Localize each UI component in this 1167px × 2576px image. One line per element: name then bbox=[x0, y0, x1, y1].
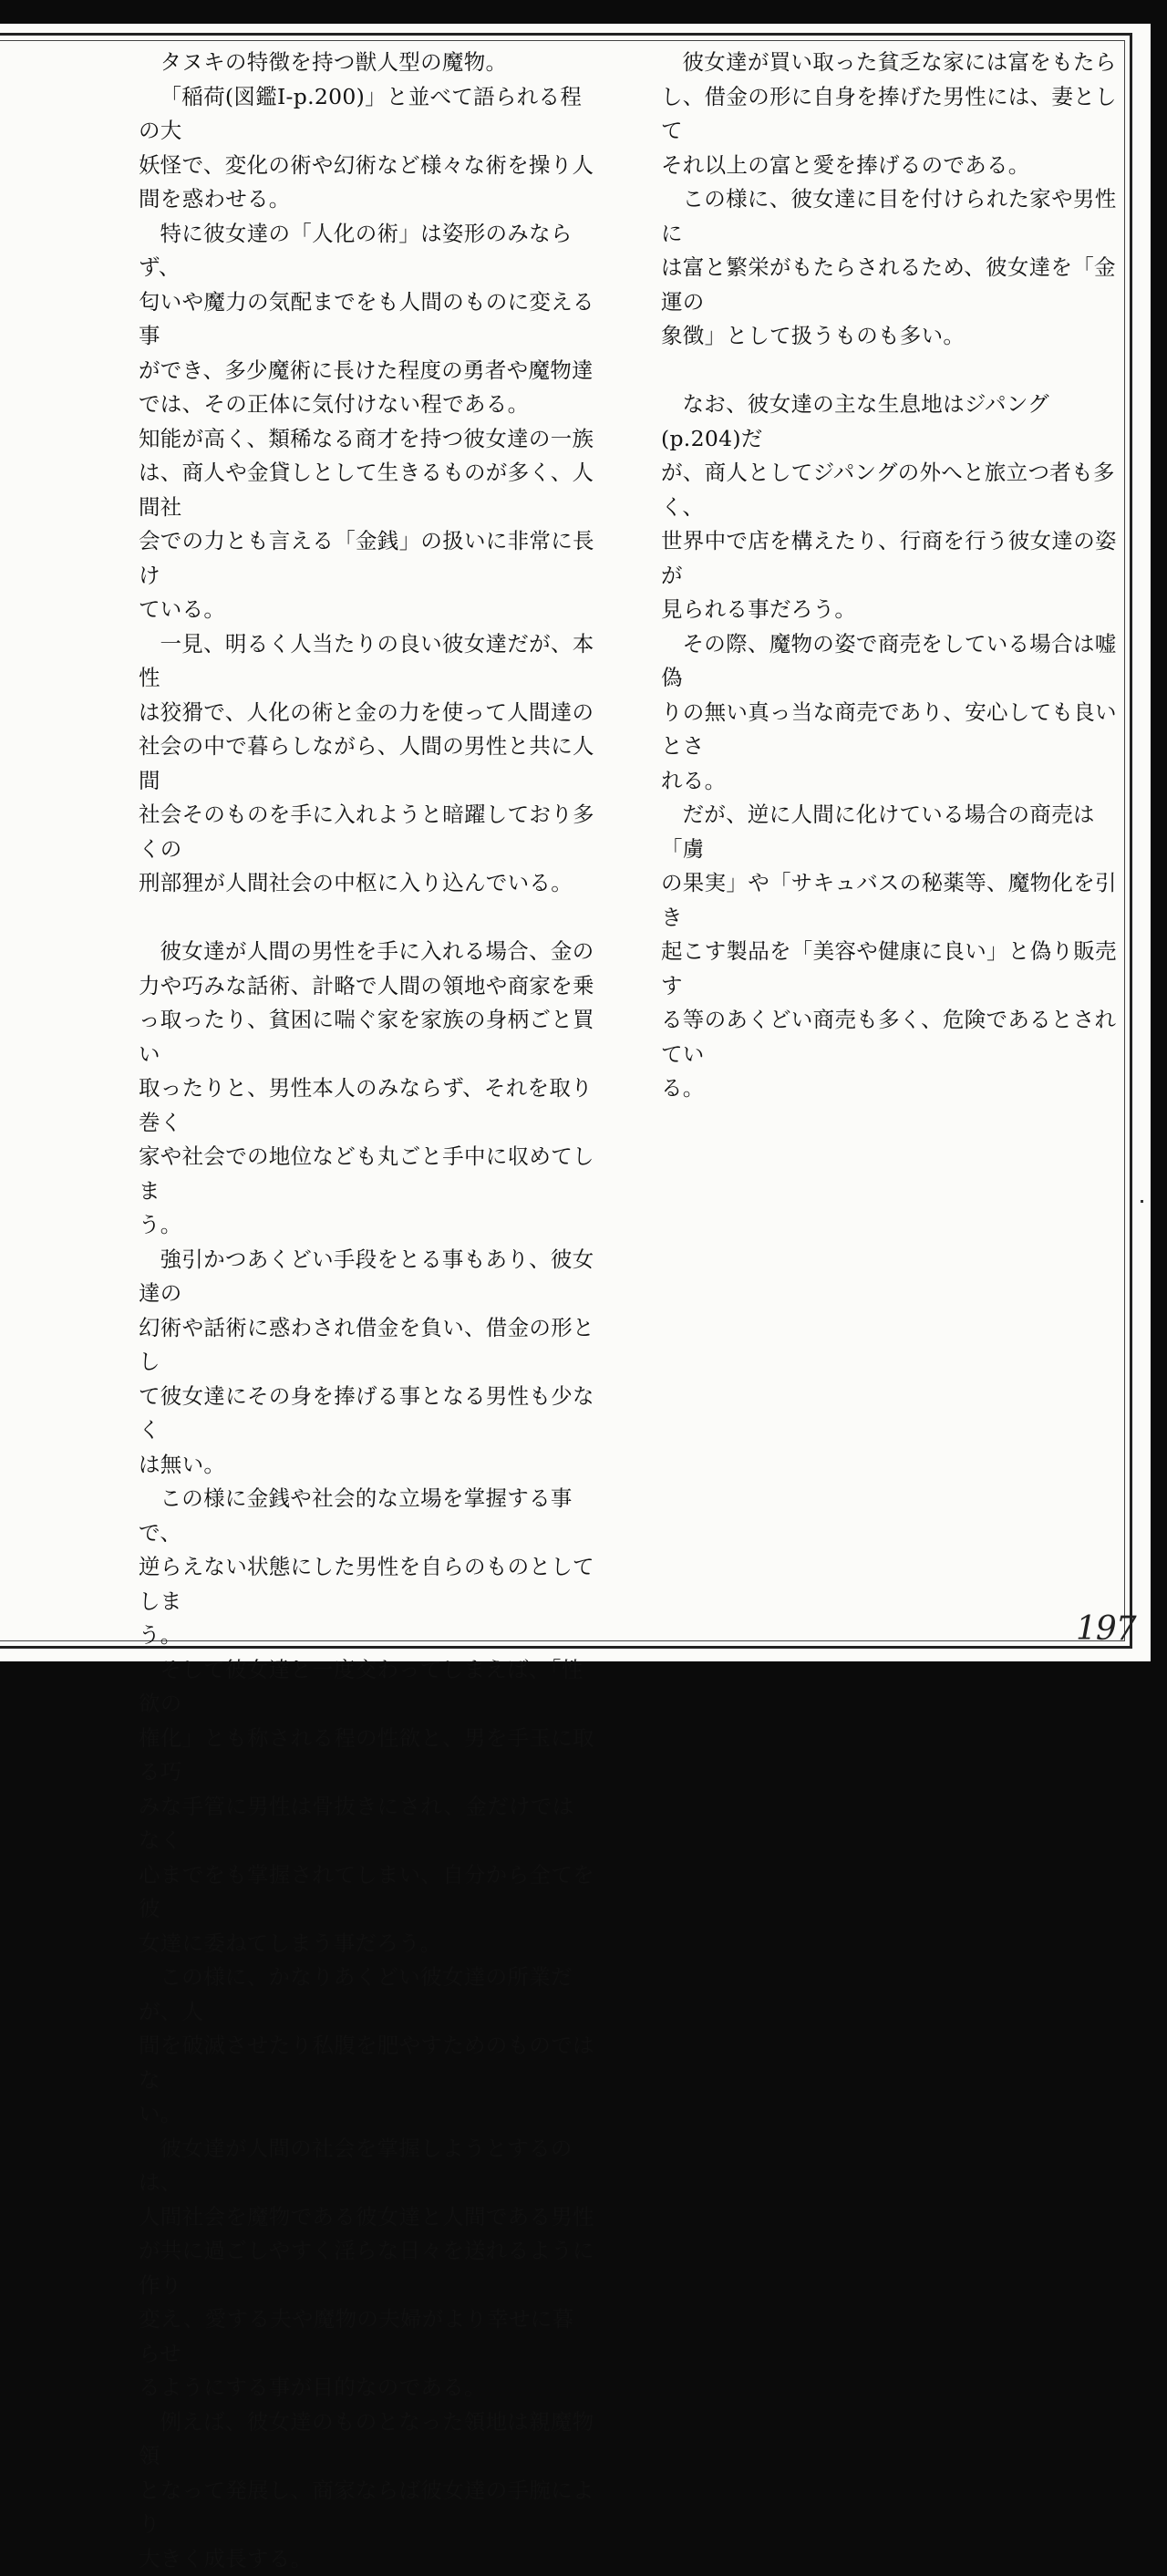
text-line: っ取ったり、貧困に喘ぐ家を家族の身柄ごと買い bbox=[139, 1007, 594, 1067]
right-text-column bbox=[661, 46, 1124, 1106]
text-line: 大きく成長する。 bbox=[139, 2546, 312, 2571]
text-line: この様に、かなりあくどい彼女達の所業だが、人 bbox=[139, 1964, 573, 2024]
text-line: 世界中で店を構えたり、行商を行う彼女達の姿が bbox=[661, 528, 1117, 588]
text-line: この様に、彼女達に目を付けられた家や男性に bbox=[661, 186, 1117, 246]
text-line: て彼女達にその身を捧げる事となる男性も少なく bbox=[139, 1383, 594, 1443]
text-line: 逆らえない状態にした男性を自らのものとしてしま bbox=[139, 1554, 594, 1614]
text-line: 彼女達が人間の男性を手に入れる場合、金の bbox=[160, 938, 594, 964]
left-column-paragraph bbox=[139, 80, 594, 217]
left-column-paragraph bbox=[139, 217, 594, 422]
text-line: 特に彼女達の「人化の術」は姿形のみならず、 bbox=[139, 221, 573, 281]
text-line: が、商人としてジパングの外へと旅立つ者も多く、 bbox=[661, 460, 1115, 520]
text-line: 彼女達が買い取った貧乏な家には富をもたら bbox=[683, 49, 1117, 75]
text-line: 心までをも掌握されてしまい、自分から全てを彼 bbox=[139, 1862, 594, 1922]
text-line: 幻術や話術に惑わされ借金を負い、借金の形とし bbox=[139, 1315, 594, 1375]
left-column-paragraph bbox=[139, 1960, 594, 2132]
left-column-paragraph bbox=[139, 1482, 594, 1653]
text-line: 見られる事だろう。 bbox=[661, 596, 856, 622]
text-line: う。 bbox=[139, 1622, 182, 1648]
text-line: 強引かつあくどい手段をとる事もあり、彼女達の bbox=[139, 1247, 594, 1307]
text-line: この様に金銭や社会的な立場を掌握する事で、 bbox=[139, 1485, 573, 1546]
text-line: が共に過ごしやすく淫らな日々を送れるように作り bbox=[139, 2238, 594, 2298]
text-line: 匂いや魔力の気配までをも人間のものに変える事 bbox=[139, 289, 594, 349]
text-line: 妖怪で、変化の術や幻術など様々な術を操り人 bbox=[139, 152, 594, 178]
text-line: りの無い真っ当な商売であり、安心しても良いとさ bbox=[661, 699, 1117, 760]
text-line: 刑部狸が人間社会の中枢に入り込んでいる。 bbox=[139, 870, 573, 895]
text-line: 社会そのものを手に入れようと暗躍しており多くの bbox=[139, 802, 594, 862]
left-text-column bbox=[139, 46, 594, 2576]
left-column-paragraph bbox=[139, 935, 594, 1243]
left-column-paragraph bbox=[139, 2405, 594, 2576]
text-line: る。 bbox=[661, 1075, 705, 1101]
text-line: 一見、明るく人当たりの良い彼女達だが、本性 bbox=[139, 631, 594, 691]
document-page bbox=[0, 24, 1151, 1661]
text-line: では、その正体に気付けない程である。 bbox=[139, 391, 529, 417]
text-line: その際、魔物の姿で商売をしている場合は嘘偽 bbox=[661, 631, 1117, 691]
text-line: それ以上の富と愛を捧げるのである。 bbox=[661, 152, 1030, 178]
text-line: 女達に委ねてしまう事だろう。 bbox=[139, 1930, 442, 1956]
text-line: う。 bbox=[139, 1212, 182, 1237]
right-column-paragraph bbox=[661, 798, 1124, 1106]
text-line: 権化」とも称される程の性欲と、男を手玉に取る巧 bbox=[139, 1725, 594, 1785]
text-line: 間を惑わせる。 bbox=[139, 186, 291, 212]
text-line: 起こす製品を「美容や健康に良い」と偽り販売す bbox=[661, 938, 1117, 998]
text-line: 家や社会での地位なども丸ごと手中に収めてしま bbox=[139, 1143, 594, 1204]
text-line: る等のあくどい商売も多く、危険であるとされてい bbox=[661, 1007, 1116, 1067]
text-line: なお、彼女達の主な生息地はジパング(p.204)だ bbox=[661, 391, 1049, 451]
text-line: 会での力とも言える「金銭」の扱いに非常に長け bbox=[139, 528, 594, 588]
text-line: 間を破滅させたり私腹を肥やすためのものではな bbox=[139, 2033, 594, 2093]
text-line: となって発展し、商家ならば彼女達の手腕により bbox=[139, 2478, 594, 2538]
text-line: ができ、多少魔術に長けた程度の勇者や魔物達 bbox=[139, 357, 594, 383]
left-column-paragraph bbox=[139, 422, 594, 627]
text-line: は富と繁栄がもたらされるため、彼女達を「金運の bbox=[661, 254, 1116, 315]
text-line: 彼女達が人間の社会を掌握しようとするのは、 bbox=[139, 2136, 573, 2196]
text-line: タヌキの特徴を持つ獣人型の魔物。 bbox=[160, 49, 508, 75]
text-line: れる。 bbox=[661, 768, 726, 793]
text-line: は、商人や金貸しとして生きるものが多く、人間社 bbox=[139, 460, 594, 520]
text-line: 変え、愛する夫や魔物の夫婦がより幸せに暮らせ bbox=[139, 2306, 573, 2366]
text-line: 取ったりと、男性本人のみならず、それを取り巻く bbox=[139, 1075, 593, 1135]
text-line: の果実」や「サキュバスの秘薬等、魔物化を引き bbox=[661, 870, 1117, 930]
left-column-paragraph bbox=[139, 2132, 594, 2405]
right-column-paragraph bbox=[661, 46, 1124, 182]
paragraph-gap bbox=[139, 901, 594, 936]
text-line: だが、逆に人間に化けている場合の商売は「虜 bbox=[661, 802, 1095, 862]
text-line: 力や巧みな話術、計略で人間の領地や商家を乗 bbox=[139, 973, 594, 998]
text-line: し、借金の形に自身を捧げた男性には、妻として bbox=[661, 84, 1117, 144]
text-line: 例えば、彼女達のものとなった領地は親魔物領 bbox=[139, 2409, 594, 2469]
right-column-paragraph bbox=[661, 182, 1124, 354]
left-column-paragraph bbox=[139, 1243, 594, 1483]
paragraph-gap bbox=[661, 354, 1124, 388]
left-column-paragraph bbox=[139, 46, 594, 80]
left-column-paragraph bbox=[139, 627, 594, 901]
text-line: そして彼女達と一度交わってしまえば、「性欲の bbox=[139, 1657, 584, 1717]
text-line: い。 bbox=[139, 2101, 182, 2126]
scan-speck bbox=[1141, 1200, 1143, 1203]
page-number: 197 bbox=[1076, 1610, 1136, 1648]
text-line: ている。 bbox=[139, 596, 225, 622]
text-line: は無い。 bbox=[139, 1452, 225, 1477]
text-line: 社会の中で暮らしながら、人間の男性と共に人間 bbox=[139, 733, 594, 793]
left-column-paragraph bbox=[139, 1653, 594, 1961]
right-column-paragraph bbox=[661, 388, 1124, 627]
text-line: 人間社会を魔物である彼女達と人間である男性 bbox=[139, 2204, 594, 2229]
text-line: みな手管に男性は骨抜きにされ、金だけではなく bbox=[139, 1794, 573, 1854]
text-line: るようにする事が目的なのである。 bbox=[139, 2374, 486, 2400]
text-line: 知能が高く、類稀なる商才を持つ彼女達の一族 bbox=[139, 426, 594, 451]
text-line: 象徴」として扱うものも多い。 bbox=[661, 323, 965, 348]
text-line: 「稲荷(図鑑Ⅰ-p.200)」と並べて語られる程の大 bbox=[139, 84, 582, 144]
text-line: は狡猾で、人化の術と金の力を使って人間達の bbox=[139, 699, 594, 725]
right-column-paragraph bbox=[661, 627, 1124, 799]
